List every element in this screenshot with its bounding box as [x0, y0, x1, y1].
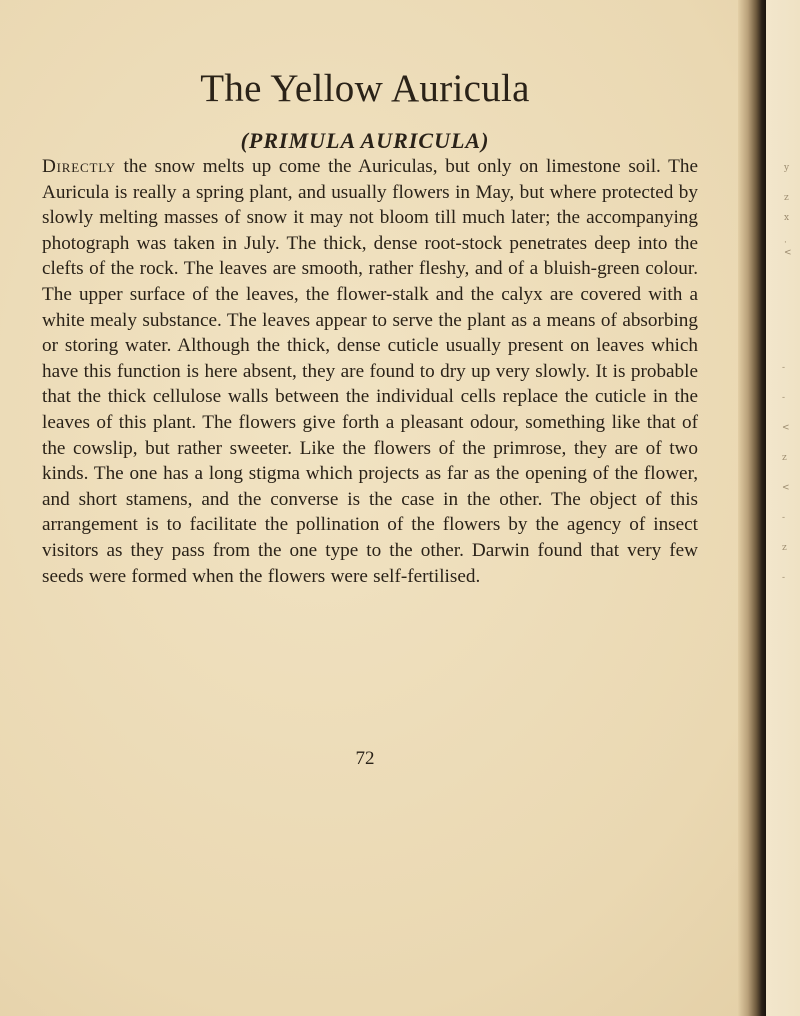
body-paragraph: [42, 154, 698, 589]
body-text: the snow melts up come the Auriculas, but only on limestone soil. The Auricula is really a spring plant, and usually flowers in May, but where protected by slowly melting masses of snow it may not bloom till much later; the accompanying photograph was taken in July. The thick, dense root-stock penetrates deep into the clefts of the rock. The leaves are smooth, rather fleshy, and of a bluish-green colour. The upper surface of the leaves, the flower-stalk and the calyx are covered with a white mealy substance. The leaves appear to serve the plant as a means of absorbing or storing water. Although the thick, dense cuticle usually present on leaves which have this function is here absent, they are found to dry up very slowly. It is probable that the thick cellulose walls between the individual cells replace the cuticle in the leaves of this plant. The flowers give forth a pleasant odour, something like that of the cowslip, but rather sweeter. Like the flowers of the primrose, they are of two kinds. The one has a long stigma which projects as far as the opening of the flower, and short stamens, and the converse is the case in the other. The object of this arrangement is to facilitate the pollination of the flowers by the agency of insect visitors as they pass from the one type to the other. Darwin found that very few seeds were formed when the flowers were self-fertilised.: [42, 156, 698, 587]
svg-text:z: z: [784, 193, 789, 203]
show-through-glyphs: [772, 150, 794, 270]
svg-text:·: ·: [784, 238, 787, 248]
svg-text:z: z: [782, 543, 787, 553]
svg-text:x: x: [784, 213, 790, 223]
svg-text:-: -: [782, 363, 786, 373]
svg-text:-: -: [782, 393, 786, 403]
show-through-glyphs: [772, 360, 794, 610]
page-number: 72: [355, 748, 375, 769]
svg-text:-: -: [782, 513, 786, 523]
svg-text:<: <: [784, 248, 792, 258]
svg-text:<: <: [782, 423, 790, 433]
show-through-marks: [772, 150, 794, 270]
svg-text:y: y: [784, 163, 790, 173]
book-gutter-shadow: [738, 0, 766, 1016]
page-title: The Yellow Auricula: [200, 67, 530, 110]
lead-word: Directly: [42, 156, 116, 177]
svg-text:-: -: [782, 573, 786, 583]
latin-name-subtitle: (PRIMULA AURICULA): [240, 128, 490, 153]
svg-text:<: <: [782, 483, 790, 493]
svg-text:z: z: [782, 453, 787, 463]
show-through-marks: [772, 360, 794, 610]
